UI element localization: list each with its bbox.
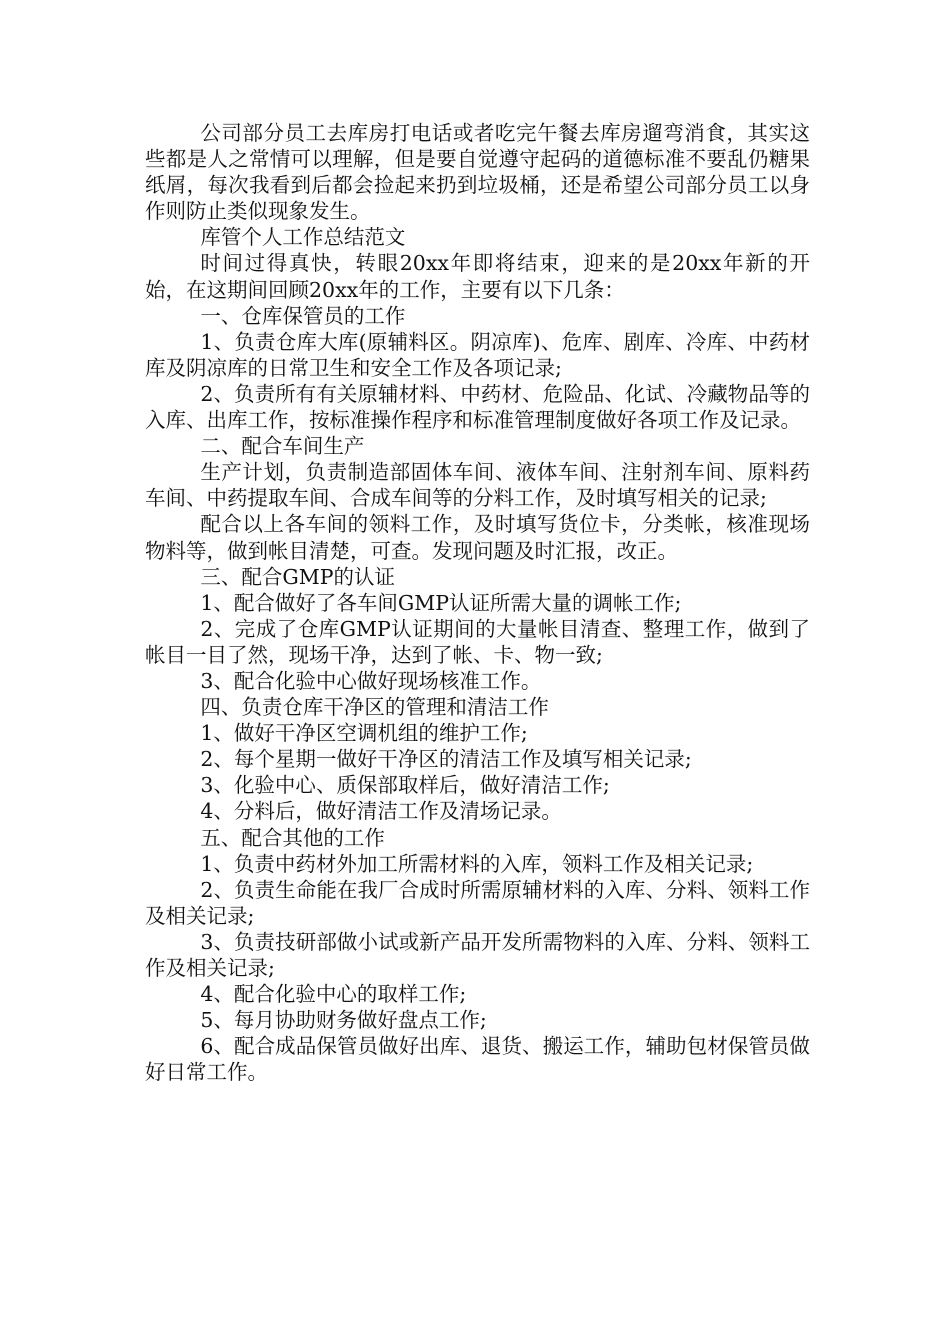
list-item: 1、负责中药材外加工所需材料的入库，领料工作及相关记录; (200, 851, 754, 876)
list-item: 5、每月协助财务做好盘点工作; (200, 1008, 487, 1033)
document-page (145, 120, 810, 1085)
list-item: 1、配合做好了各车间GMP认证所需大量的调帐工作; (200, 590, 682, 615)
list-item: 2、负责所有有关原辅材料、中药材、危险品、化试、冷藏物品等的入库、出库工作，按标准操作程序和标准管理制度做好各项工作及记录。 (145, 381, 810, 433)
section-heading-5: 五、配合其他的工作 (200, 825, 385, 850)
paragraph-opening: 时间过得真快，转眼20xx年即将结束，迎来的是20xx年新的开始，在这期间回顾20xx年的工作，主要有以下几条： (145, 251, 810, 302)
paragraph-intro: 公司部分员工去库房打电话或者吃完午餐去库房遛弯消食，其实这些都是人之常情可以理解，但是要自觉遵守起码的道德标准不要乱仍糖果纸屑，每次我看到后都会捡起来扔到垃圾桶，还是希望公司部分员工以身作则防止类似现象发生。 (145, 121, 810, 224)
document-title: 库管个人工作总结范文 (200, 225, 406, 250)
list-item: 2、每个星期一做好干净区的清洁工作及填写相关记录; (200, 747, 692, 772)
section-heading-1: 一、仓库保管员的工作 (200, 303, 406, 328)
list-item: 3、配合化验中心做好现场核准工作。 (200, 668, 542, 693)
section-heading-2: 二、配合车间生产 (200, 434, 365, 459)
list-item: 6、配合成品保管员做好出库、退货、搬运工作，辅助包材保管员做好日常工作。 (145, 1034, 810, 1085)
section-heading-3: 三、配合GMP的认证 (200, 564, 396, 589)
list-item: 3、负责技研部做小试或新产品开发所需物料的入库、分料、领料工作及相关记录; (145, 929, 810, 980)
list-item: 1、做好干净区空调机组的维护工作; (200, 721, 528, 746)
list-item: 2、负责生命能在我厂合成时所需原辅材料的入库、分料、领料工作及相关记录; (145, 877, 810, 928)
paragraph-body: 生产计划，负责制造部固体车间、液体车间、注射剂车间、原料药车间、中药提取车间、合成车间等的分料工作，及时填写相关的记录; (145, 460, 810, 511)
list-item: 4、分料后，做好清洁工作及清场记录。 (200, 799, 562, 824)
list-item: 2、完成了仓库GMP认证期间的大量帐目清查、整理工作，做到了帐目一目了然，现场干净，达到了帐、卡、物一致; (145, 616, 810, 667)
list-item: 3、化验中心、质保部取样后，做好清洁工作; (200, 773, 610, 798)
list-item: 1、负责仓库大库(原辅料区。阴凉库)、危库、剧库、冷库、中药材库及阴凉库的日常卫生和安全工作及各项记录; (145, 329, 810, 380)
section-heading-4: 四、负责仓库干净区的管理和清洁工作 (200, 695, 549, 720)
list-item: 4、配合化验中心的取样工作; (200, 982, 467, 1007)
paragraph-body: 配合以上各车间的领料工作，及时填写货位卡，分类帐，核准现场物料等，做到帐目清楚，可查。发现问题及时汇报，改正。 (145, 512, 810, 563)
